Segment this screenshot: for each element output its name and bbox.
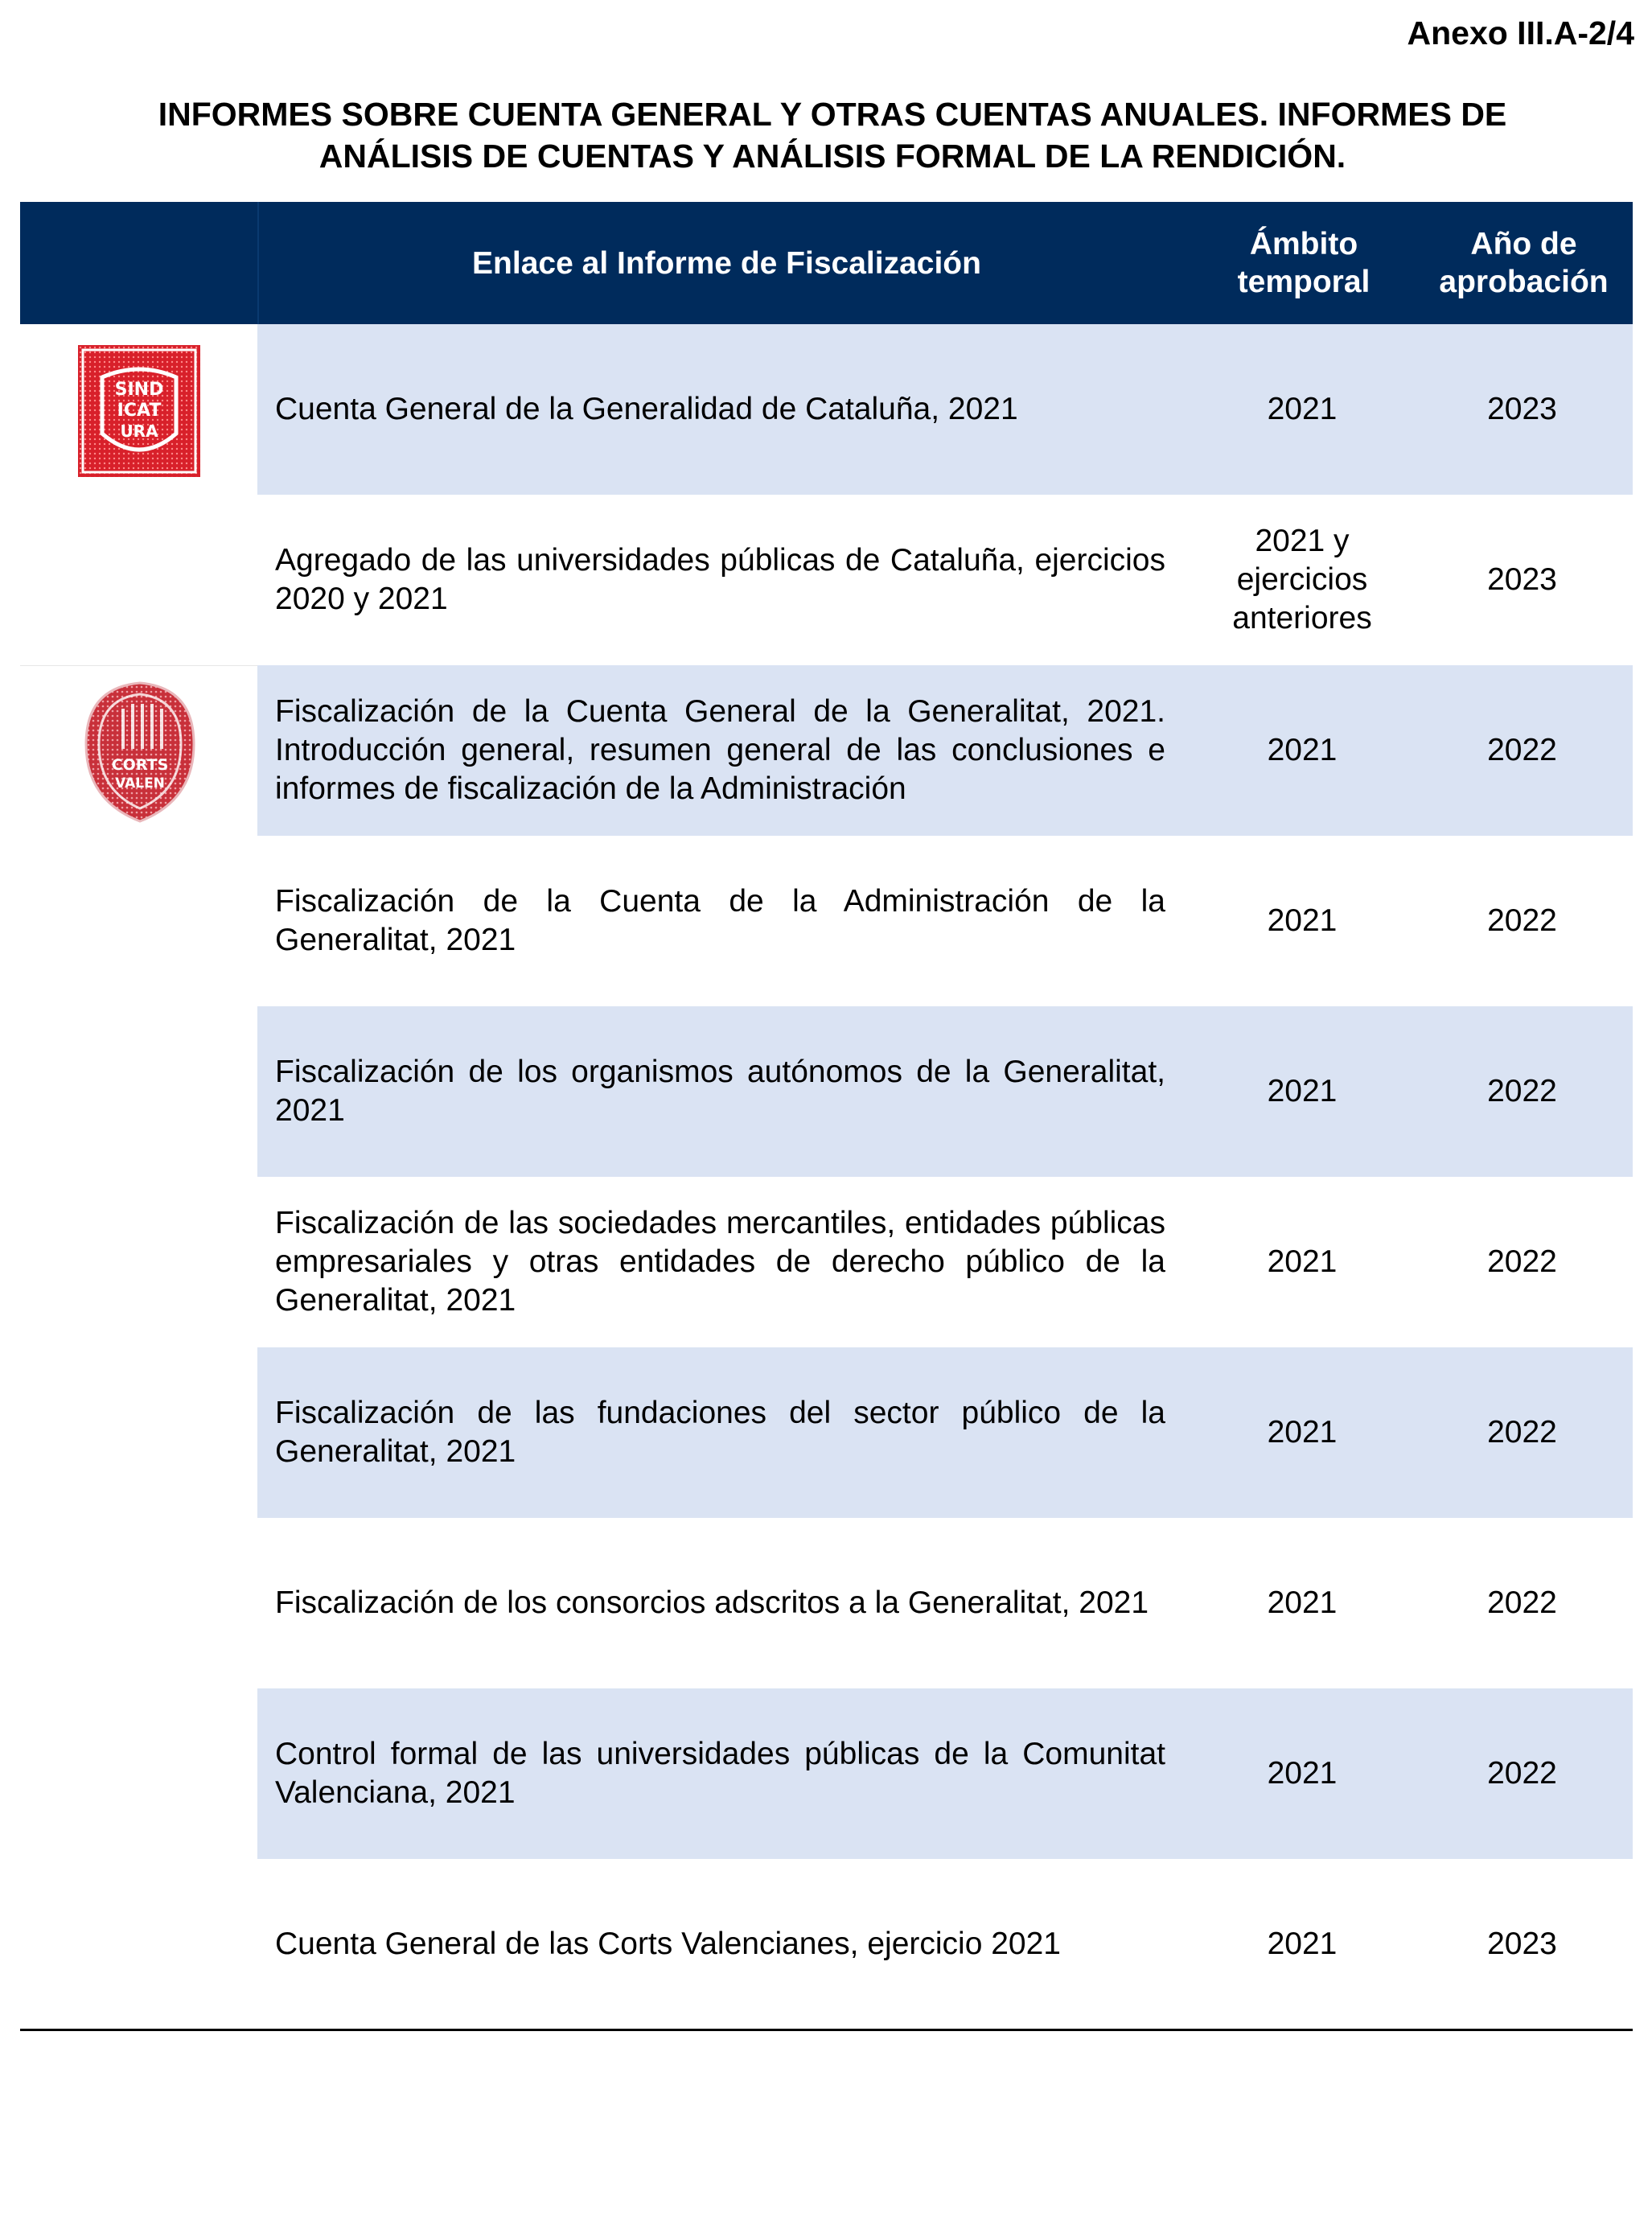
row-ano: 2022 — [1412, 1347, 1633, 1518]
logo-cell — [20, 665, 257, 836]
logo-cell — [20, 836, 257, 1006]
header-ano-line-2: aprobación — [1439, 265, 1609, 299]
row-ambito: 2021 — [1267, 1927, 1338, 1961]
row-link[interactable]: Fiscalización de las fundaciones del sector público de la Generalitat, 2021 — [257, 1347, 1193, 1518]
table-row — [20, 1177, 1633, 1347]
svg-text:VALEN: VALEN — [115, 775, 165, 792]
row-ano: 2022 — [1412, 1006, 1633, 1177]
row-link[interactable]: Cuenta General de la Generalidad de Cataluña, 2021 — [257, 324, 1193, 495]
row-link[interactable]: Fiscalización de los consorcios adscritos a la Generalitat, 2021 — [275, 1585, 1149, 1620]
row-link[interactable]: Fiscalización de las sociedades mercantiles, entidades públicas empresariales y otras entidades de derecho público de la Generalitat, 2021 — [275, 1206, 1165, 1318]
row-ambito: 2021 — [1267, 1585, 1338, 1620]
row-ambito: 2021 — [1193, 665, 1412, 836]
svg-text:CORTS: CORTS — [111, 756, 169, 774]
row-ambito: 2021 — [1193, 1006, 1412, 1177]
header-link: Enlace al Informe de Fiscalización — [472, 245, 981, 281]
row-link[interactable]: Fiscalización de la Cuenta de la Administración de la Generalitat, 2021 — [275, 884, 1165, 957]
valencia-logo-icon[interactable] — [81, 680, 199, 825]
table-header — [20, 202, 1633, 324]
row-ano: 2022 — [1487, 903, 1557, 938]
row-ambito-line-2: ejercicios — [1236, 562, 1368, 597]
table-row — [20, 1006, 1633, 1177]
row-ambito: 2021 — [1267, 903, 1338, 938]
table-row — [20, 1347, 1633, 1518]
header-logo-cell — [20, 202, 259, 324]
row-ambito: 2021 — [1267, 1244, 1338, 1279]
table-row — [20, 665, 1633, 836]
svg-text:URA: URA — [120, 422, 158, 441]
row-link[interactable]: Fiscalización de la Cuenta General de la Generalitat, 2021. Introducción general, resumen general de las conclusiones e informes de fiscalización de la Administración — [257, 665, 1193, 836]
header-ambito-line-2: temporal — [1237, 265, 1371, 299]
logo-cell — [20, 1518, 257, 1688]
logo-cell — [20, 495, 257, 665]
logo-cell — [20, 1347, 257, 1518]
row-ano: 2022 — [1412, 665, 1633, 836]
row-ano: 2022 — [1412, 1688, 1633, 1859]
row-ambito: 2021 — [1193, 1347, 1412, 1518]
logo-cell — [20, 1006, 257, 1177]
row-ambito-line-1: 2021 y — [1255, 524, 1350, 558]
row-ambito — [1193, 495, 1412, 665]
bottom-divider — [20, 2029, 1633, 2031]
annex-label: Anexo III.A-2/4 — [1407, 14, 1634, 51]
row-ano: 2023 — [1487, 562, 1557, 597]
row-ano: 2023 — [1487, 1927, 1557, 1961]
reports-table — [20, 202, 1633, 2029]
row-link[interactable]: Agregado de las universidades públicas de Cataluña, ejercicios 2020 y 2021 — [275, 543, 1165, 616]
page-title-line-1: INFORMES SOBRE CUENTA GENERAL Y OTRAS CUENTAS ANUALES. INFORMES DE — [158, 96, 1507, 133]
header-ambito — [1194, 202, 1413, 324]
row-ambito: 2021 — [1193, 1688, 1412, 1859]
header-ano-line-1: Año de — [1470, 227, 1577, 261]
logo-cell — [20, 1859, 257, 2029]
logo-cell — [20, 1688, 257, 1859]
header-ambito-line-1: Ámbito — [1249, 227, 1358, 261]
table-row — [20, 1859, 1633, 2029]
row-link[interactable]: Cuenta General de las Corts Valencianes, ejercicio 2021 — [275, 1927, 1061, 1961]
svg-text:ICAT: ICAT — [117, 401, 162, 421]
table-row — [20, 324, 1633, 495]
table-row — [20, 1688, 1633, 1859]
logo-cell — [20, 1177, 257, 1347]
table-row — [20, 1518, 1633, 1688]
row-ambito: 2021 — [1193, 324, 1412, 495]
row-link[interactable]: Control formal de las universidades públicas de la Comunitat Valenciana, 2021 — [257, 1688, 1193, 1859]
row-ano: 2022 — [1487, 1244, 1557, 1279]
header-ano — [1413, 202, 1634, 324]
row-ambito-line-3: anteriores — [1232, 601, 1372, 635]
page-title-line-2: ANÁLISIS DE CUENTAS Y ANÁLISIS FORMAL DE LA RENDICIÓN. — [318, 138, 1346, 175]
row-ano: 2023 — [1412, 324, 1633, 495]
table-row — [20, 495, 1633, 665]
logo-divider — [20, 665, 257, 666]
page-title — [48, 93, 1617, 177]
table-row — [20, 836, 1633, 1006]
row-link[interactable]: Fiscalización de los organismos autónomos de la Generalitat, 2021 — [257, 1006, 1193, 1177]
row-ano: 2022 — [1487, 1585, 1557, 1620]
svg-text:SIND: SIND — [114, 380, 164, 400]
catalonia-logo-icon[interactable] — [78, 345, 200, 477]
logo-cell — [20, 324, 257, 495]
